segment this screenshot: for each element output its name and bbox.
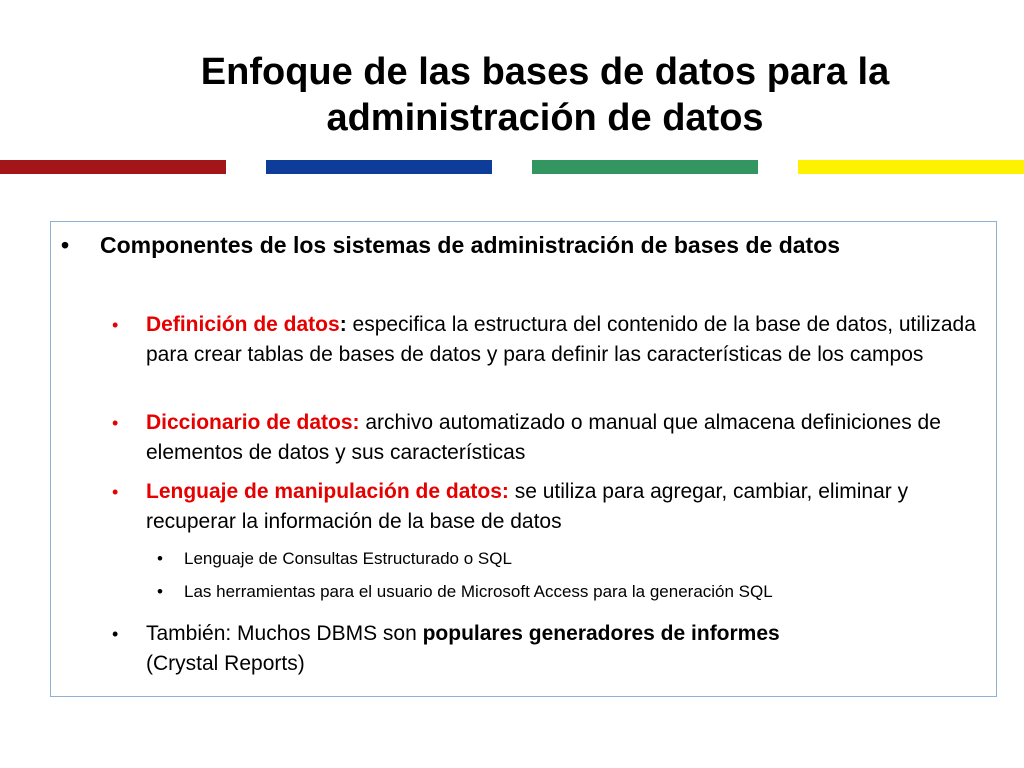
term-colon: :	[339, 313, 347, 336]
main-bullet-text: Componentes de los sistemas de administración de bases de datos	[100, 232, 841, 258]
sub-item-text: Lenguaje de Consultas Estructurado o SQL	[184, 549, 512, 568]
description-definicion: especifica la estructura del contenido de la base de datos, utilizada para crear tablas de bases de datos y para definir las características de los campos	[146, 313, 976, 366]
term-diccionario: Diccionario de datos:	[146, 411, 360, 434]
term-lenguaje: Lenguaje de manipulación de datos:	[146, 480, 509, 503]
accent-bar-yellow	[798, 160, 1024, 174]
slide-title: Enfoque de las bases de datos para la administración de datos	[200, 51, 890, 139]
bullet-marker: •	[112, 624, 119, 644]
description-diccionario: archivo automatizado o manual que almacena definiciones de elementos de datos y sus características	[146, 411, 941, 464]
list-item-tambien	[112, 619, 982, 679]
sub-item-sql	[157, 548, 987, 570]
sub-item-access	[157, 581, 987, 603]
bullet-marker: •	[112, 482, 119, 502]
bullet-marker: •	[112, 315, 119, 335]
description-lenguaje: se utiliza para agregar, cambiar, eliminar y recuperar la información de la base de datos	[146, 480, 909, 533]
bullet-marker: •	[157, 582, 163, 601]
bullet-marker: •	[112, 413, 119, 433]
list-item-lenguaje	[112, 477, 982, 537]
tambien-prefix: También: Muchos DBMS son	[146, 622, 423, 645]
tambien-emphasis: populares generadores de informes	[422, 622, 780, 645]
accent-bar-blue	[266, 160, 492, 174]
list-item-diccionario	[112, 408, 982, 468]
term-definicion: Definición de datos	[146, 313, 340, 336]
main-bullet	[55, 229, 955, 261]
tambien-suffix: (Crystal Reports)	[146, 652, 305, 675]
list-item-definicion	[112, 310, 982, 370]
accent-bar-red	[0, 160, 226, 174]
sub-item-text: Las herramientas para el usuario de Microsoft Access para la generación SQL	[184, 582, 773, 601]
accent-bar-green	[532, 160, 758, 174]
bullet-marker: •	[61, 232, 70, 258]
bullet-marker: •	[157, 549, 163, 568]
